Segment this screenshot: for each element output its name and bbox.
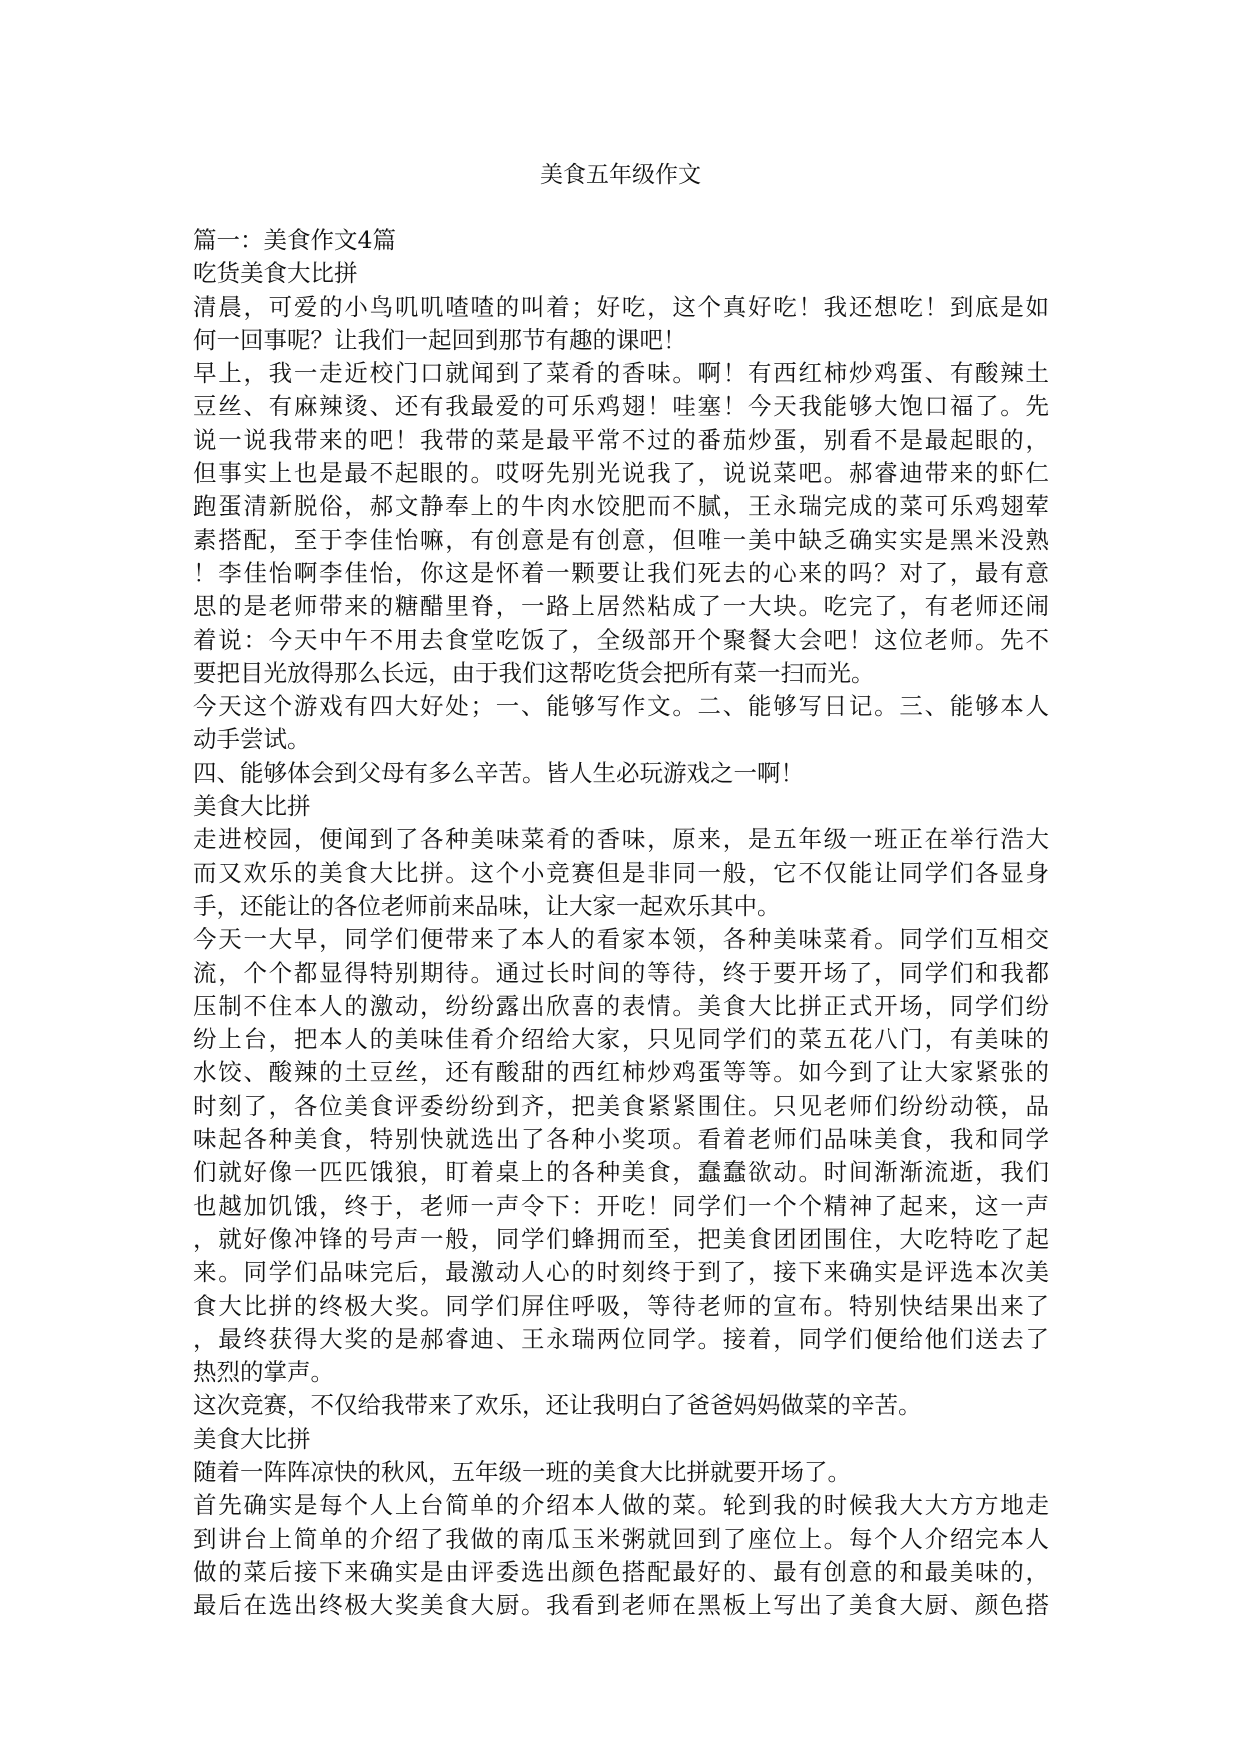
text-line: 手，还能让的各位老师前来品味，让大家一起欢乐其中。	[193, 891, 781, 920]
text-line: 走进校园，便闻到了各种美味菜肴的香味，原来，是五年级一班正在举行浩大	[193, 825, 1049, 854]
document-title: 美食五年级作文	[540, 162, 701, 188]
text-line: 篇一：美食作文4篇	[193, 226, 396, 254]
text-line: 们就好像一匹匹饿狼，盯着桌上的各种美食，蠢蠢欲动。时间渐渐流逝，我们	[193, 1158, 1049, 1187]
text-line: 食大比拼的终极大奖。同学们屏住呼吸，等待老师的宣布。特别快结果出来了	[193, 1291, 1049, 1320]
text-line: 热烈的掌声。	[193, 1358, 334, 1387]
text-line: ，最终获得大奖的是郝睿迪、王永瑞两位同学。接着，同学们便给他们送去了	[193, 1324, 1049, 1353]
text-line: 四、能够体会到父母有多么辛苦。皆人生必玩游戏之一啊！	[193, 758, 804, 787]
text-line: 到讲台上简单的介绍了我做的南瓜玉米粥就回到了座位上。每个人介绍完本人	[193, 1524, 1049, 1553]
text-line: 今天这个游戏有四大好处；一、能够写作文。二、能够写日记。三、能够本人	[193, 692, 1049, 721]
text-line: 吃货美食大比拼	[193, 259, 358, 288]
text-line: 着说：今天中午不用去食堂吃饭了，全级部开个聚餐大会吧！这位老师。先不	[193, 625, 1049, 654]
text-line: 素搭配，至于李佳怡嘛，有创意是有创意，但唯一美中缺乏确实实是黑米没熟	[193, 525, 1049, 554]
text-line: 最后在选出终极大奖美食大厨。我看到老师在黑板上写出了美食大厨、颜色搭	[193, 1591, 1049, 1620]
text-line: ，就好像冲锋的号声一般，同学们蜂拥而至，把美食团团围住，大吃特吃了起	[193, 1224, 1049, 1253]
text-line: 流，个个都显得特别期待。通过长时间的等待，终于要开场了，同学们和我都	[193, 958, 1049, 987]
text-line: 早上，我一走近校门口就闻到了菜肴的香味。啊！有西红柿炒鸡蛋、有酸辣土	[193, 359, 1049, 388]
text-line: 来。同学们品味完后，最激动人心的时刻终于到了，接下来确实是评选本次美	[193, 1258, 1049, 1287]
text-line: ！李佳怡啊李佳怡，你这是怀着一颗要让我们死去的心来的吗？对了，最有意	[193, 558, 1049, 587]
text-line: 水饺、酸辣的土豆丝，还有酸甜的西红柿炒鸡蛋等等。如今到了让大家紧张的	[193, 1058, 1049, 1087]
text-line: 说一说我带来的吧！我带的菜是最平常不过的番茄炒蛋，别看不是最起眼的，	[193, 425, 1049, 454]
text-line: 这次竞赛，不仅给我带来了欢乐，还让我明白了爸爸妈妈做菜的辛苦。	[193, 1391, 922, 1420]
text-line: 做的菜后接下来确实是由评委选出颜色搭配最好的、最有创意的和最美味的，	[193, 1557, 1049, 1586]
text-line: 味起各种美食，特别快就选出了各种小奖项。看着老师们品味美食，我和同学	[193, 1125, 1049, 1154]
text-line: 今天一大早，同学们便带来了本人的看家本领，各种美味菜肴。同学们互相交	[193, 925, 1049, 954]
text-line: 而又欢乐的美食大比拼。这个小竞赛但是非同一般，它不仅能让同学们各显身	[193, 858, 1049, 887]
text-line: 美食大比拼	[193, 1424, 311, 1453]
text-line: 但事实上也是最不起眼的。哎呀先别光说我了，说说菜吧。郝睿迪带来的虾仁	[193, 459, 1049, 488]
text-line: 时刻了，各位美食评委纷纷到齐，把美食紧紧围住。只见老师们纷纷动筷，品	[193, 1091, 1049, 1120]
text-line: 也越加饥饿，终于，老师一声令下：开吃！同学们一个个精神了起来，这一声	[193, 1191, 1049, 1220]
document-body	[193, 224, 1049, 1622]
text-line: 要把目光放得那么长远，由于我们这帮吃货会把所有菜一扫而光。	[193, 658, 875, 687]
text-line: 思的是老师带来的糖醋里脊，一路上居然粘成了一大块。吃完了，有老师还闹	[193, 592, 1049, 621]
text-line: 何一回事呢？让我们一起回到那节有趣的课吧！	[193, 325, 687, 354]
text-line: 压制不住本人的激动，纷纷露出欣喜的表情。美食大比拼正式开场，同学们纷	[193, 991, 1049, 1020]
text-line: 美食大比拼	[193, 792, 311, 821]
text-line: 豆丝、有麻辣烫、还有我最爱的可乐鸡翅！哇塞！今天我能够大饱口福了。先	[193, 392, 1049, 421]
text-line: 首先确实是每个人上台简单的介绍本人做的菜。轮到我的时候我大大方方地走	[193, 1491, 1049, 1520]
text-line: 动手尝试。	[193, 725, 311, 754]
text-line: 清晨，可爱的小鸟叽叽喳喳的叫着；好吃，这个真好吃！我还想吃！到底是如	[193, 292, 1049, 321]
text-line: 纷上台，把本人的美味佳肴介绍给大家，只见同学们的菜五花八门，有美味的	[193, 1025, 1049, 1054]
text-line: 随着一阵阵凉快的秋风，五年级一班的美食大比拼就要开场了。	[193, 1457, 851, 1486]
text-line: 跑蛋清新脱俗，郝文静奉上的牛肉水饺肥而不腻，王永瑞完成的菜可乐鸡翅荤	[193, 492, 1049, 521]
